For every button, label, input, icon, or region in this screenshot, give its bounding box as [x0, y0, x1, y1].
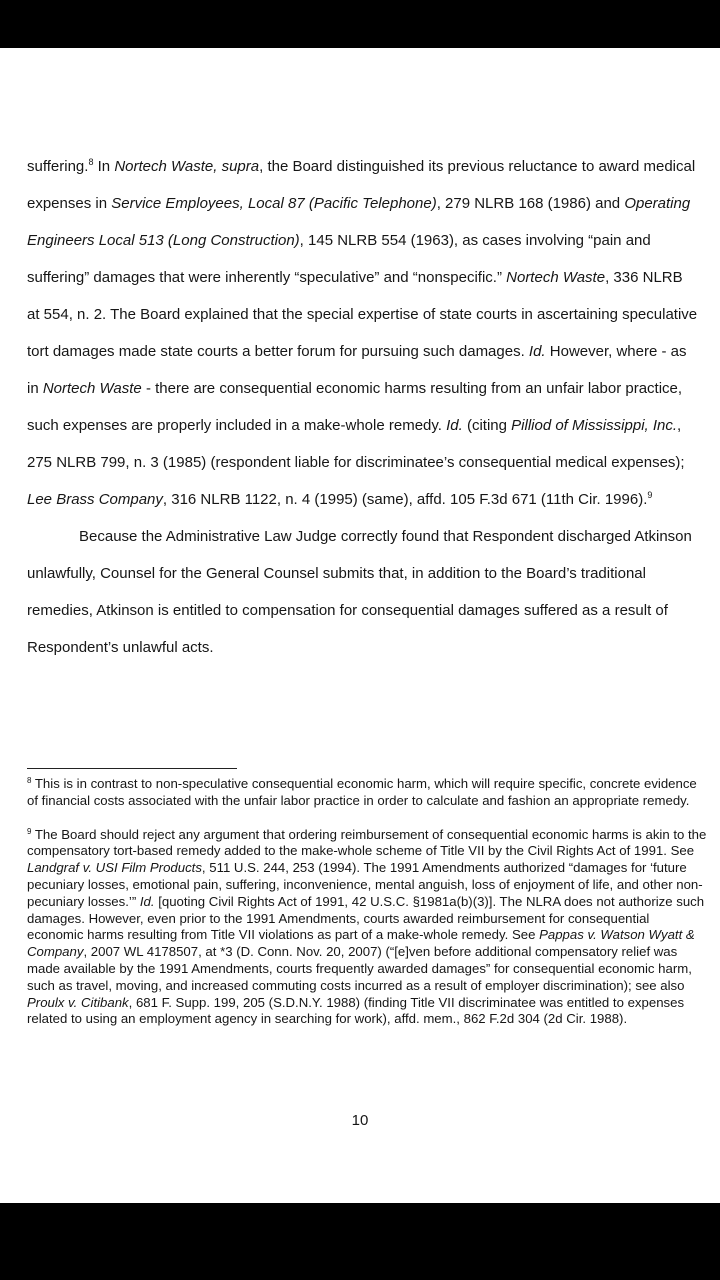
- text-run: In: [93, 158, 115, 175]
- text-run: , 316 NLRB 1122, n. 4 (1995) (same), affd. 105 F.3d 671 (11th Cir. 1996).: [162, 491, 648, 508]
- body-text: [27, 148, 699, 666]
- text-run: , 511 U.S. 244, 253 (1994). The 1991 Amendments authorized “damages for ‘future pecuniary losses, emotional pain, suffering, inconvenience, mental anguish, loss of enjoyment of life, and other non- pecuniary losses.’”: [27, 860, 703, 909]
- case-citation: Proulx v. Citibank: [27, 994, 129, 1010]
- case-citation: Nortech Waste: [42, 380, 142, 397]
- case-citation: Pappas v. Watson Wyatt & Company: [27, 927, 695, 960]
- case-citation: Lee Brass Company: [27, 491, 163, 508]
- text-run: This is in contrast to non-speculative consequential economic harm, which will require specific, concrete evidence of financial costs associated with the unfair labor practice in order to calculate and fashion an appropriate remedy.: [27, 776, 697, 808]
- text-run: , 275 NLRB 799, n. 3 (1985) (respondent liable for discriminatee’s consequential medical expenses);: [27, 417, 685, 471]
- page-number: 10: [351, 1112, 369, 1129]
- case-citation: Nortech Waste, supra: [114, 158, 260, 175]
- case-citation: Id.: [528, 343, 546, 360]
- footnotes: [27, 776, 709, 1045]
- case-citation: Service Employees, Local 87 (Pacific Telephone): [111, 195, 437, 212]
- case-citation: Landgraf v. USI Film Products: [27, 860, 202, 876]
- footnote-marker: 8: [88, 157, 94, 167]
- case-citation: Operating Engineers Local 513 (Long Construction): [27, 195, 691, 249]
- text-run: , 2007 WL 4178507, at *3 (D. Conn. Nov. 20, 2007) (“[e]ven before additional compensatory relief was made available by the 1991 Amendments, courts frequently awarded damages” for consequential economic harm, such as travel, moving, and increased commuting costs incurred as a result of employer discrimination); see also: [27, 944, 692, 993]
- footnote-separator: [27, 768, 237, 769]
- footnote-marker: 9: [647, 490, 653, 500]
- text-run: - there are consequential economic harms resulting from an unfair labor practice, such expenses are properly included in a make-whole remedy.: [27, 380, 683, 434]
- footnote-9: [27, 827, 709, 1029]
- text-run: Because the Administrative Law Judge correctly found that Respondent discharged Atkinson unlawfully, Counsel for the General Counsel submits that, in addition to the Board’s traditional remedies, Atkinson is entitled to compensation for consequential damages suffered as a result of Respondent’s unlawful acts.: [27, 528, 692, 656]
- paragraph-1: [27, 148, 699, 518]
- text-run: , 279 NLRB 168 (1986) and: [436, 195, 625, 212]
- text-run: suffering.: [27, 158, 89, 175]
- text-run: , the Board distinguished its previous reluctance to award medical expenses in: [27, 158, 696, 212]
- footnote-marker: 9: [27, 826, 32, 836]
- case-citation: Nortech Waste: [506, 269, 606, 286]
- text-run: However, where - as in: [27, 343, 687, 397]
- footnote-marker: 8: [27, 776, 32, 785]
- document-page: [0, 48, 720, 1203]
- text-run: , 145 NLRB 554 (1963), as cases involving “pain and suffering” damages that were inherently “speculative” and “nonspecific.”: [27, 232, 651, 286]
- case-citation: Pilliod of Mississippi, Inc.: [511, 417, 678, 434]
- paragraph-2: [27, 518, 699, 666]
- text-run: , 336 NLRB at 554, n. 2. The Board explained that the special expertise of state courts in ascertaining speculative tort damages made state courts a better forum for pursuing such damages.: [27, 269, 698, 360]
- footnote-8: [27, 776, 709, 810]
- case-citation: Id.: [139, 893, 155, 909]
- top-black-bar: [0, 0, 720, 48]
- bottom-black-bar: [0, 1203, 720, 1280]
- text-run: (citing: [462, 417, 512, 434]
- text-run: [quoting Civil Rights Act of 1991, 42 U.S.C. §1981a(b)(3)]. The NLRA does not authorize such damages. However, even prior to the 1991 Amendments, courts awarded reimbursement for consequential economic harms resulting from Title VII violations as part of a make-whole remedy. See: [27, 893, 705, 943]
- case-citation: Id.: [446, 417, 463, 434]
- text-run: , 681 F. Supp. 199, 205 (S.D.N.Y. 1988) (finding Title VII discriminatee was entitled to expenses related to using an employment agency in searching for work), affd. mem., 862 F.2d 304 (2d Cir. 1988).: [27, 994, 685, 1027]
- text-run: The Board should reject any argument that ordering reimbursement of consequential economic harms is akin to the compensatory tort-based remedy added to the make-whole scheme of Title VII by the Civil Rights Act of 1991. See: [27, 826, 707, 859]
